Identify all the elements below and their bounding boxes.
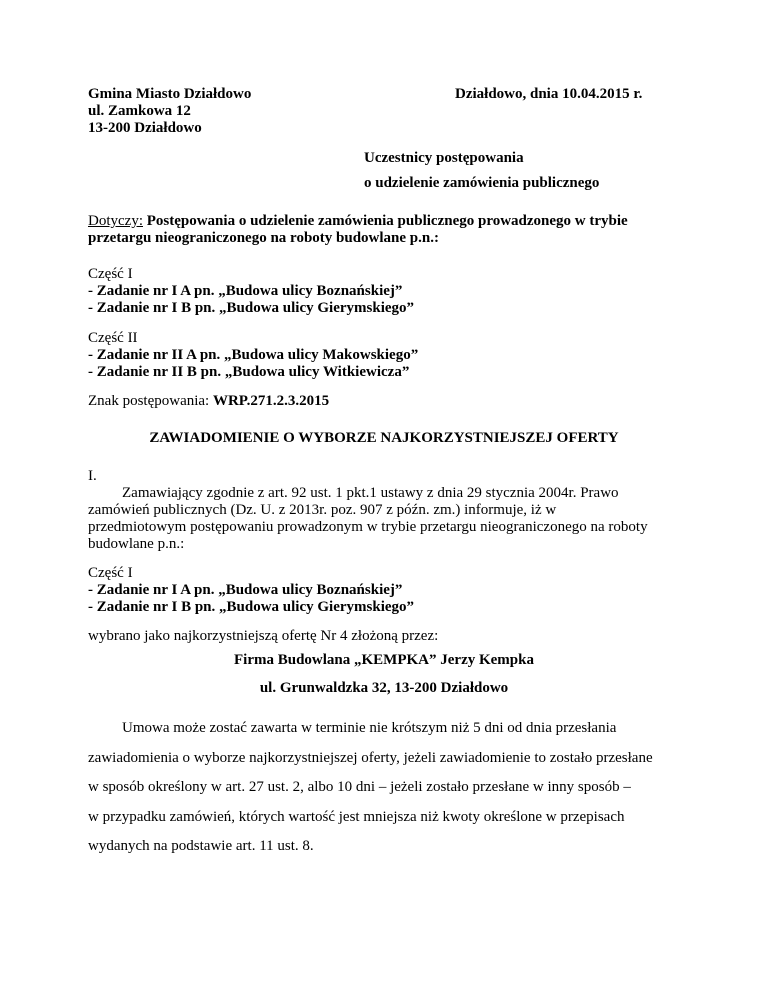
section-para-line-4: budowlane p.n.: xyxy=(88,536,185,552)
reference-value: WRP.271.2.3.2015 xyxy=(212,393,330,409)
section-para-line-1: Zamawiający zgodnie z art. 92 ust. 1 pkt.1 ustawy z dnia 29 stycznia 2004r. Prawo xyxy=(122,485,619,501)
section-part-title: Część I xyxy=(88,565,133,581)
subject-label: Dotyczy: xyxy=(88,213,143,229)
section-part-task-a: - Zadanie nr I A pn. „Budowa ulicy Boznańskiej” xyxy=(88,582,403,598)
notice-heading: ZAWIADOMIENIE O WYBORZE NAJKORZYSTNIEJSZEJ OFERTY xyxy=(149,430,619,446)
sender-block xyxy=(88,86,251,137)
section-part-task-b: - Zadanie nr I B pn. „Budowa ulicy Gierymskiego” xyxy=(88,599,415,615)
part-2-block xyxy=(88,330,418,381)
part-1-task-b: - Zadanie nr I B pn. „Budowa ulicy Gierymskiego” xyxy=(88,300,415,316)
winner-address: ul. Grunwaldzka 32, 13-200 Działdowo xyxy=(259,680,509,696)
closing-line-5: wydanych na podstawie art. 11 ust. 8. xyxy=(88,838,314,854)
section-number: I. xyxy=(88,468,97,484)
closing-line-3: w sposób określony w art. 27 ust. 2, albo 10 dni – jeżeli zostało przesłane w inny sposób – xyxy=(88,779,631,795)
place-date: Działdowo, dnia 10.04.2015 r. xyxy=(455,86,643,102)
section-paragraph xyxy=(88,485,648,553)
recipient-line-2: o udzielenie zamówienia publicznego xyxy=(364,175,600,191)
reference-number xyxy=(88,393,329,410)
recipient-line-1: Uczestnicy postępowania xyxy=(364,150,524,166)
sender-city: 13-200 Działdowo xyxy=(88,120,202,136)
subject-text-line-2: przetargu nieograniczonego na roboty budowlane p.n.: xyxy=(88,230,439,246)
part-2-task-a: - Zadanie nr II A pn. „Budowa ulicy Makowskiego” xyxy=(88,347,419,363)
winner-name: Firma Budowlana „KEMPKA” Jerzy Kempka xyxy=(234,652,534,668)
part-2-task-b: - Zadanie nr II B pn. „Budowa ulicy Witkiewicza” xyxy=(88,364,410,380)
sender-street: ul. Zamkowa 12 xyxy=(88,103,191,119)
section-para-line-3: przedmiotowym postępowaniu prowadzonym w trybie przetargu nieograniczonego na roboty xyxy=(88,519,648,535)
closing-line-2: zawiadomienia o wyborze najkorzystniejszej oferty, jeżeli zawiadomienie to zostało przesłane xyxy=(88,749,653,766)
part-1-task-a: - Zadanie nr I A pn. „Budowa ulicy Boznańskiej” xyxy=(88,283,403,299)
closing-line-4: w przypadku zamówień, których wartość jest mniejsza niż kwoty określone w przepisach xyxy=(88,808,625,825)
section-para-line-2: zamówień publicznych (Dz. U. z 2013r. poz. 907 z późn. zm.) informuje, iż w xyxy=(88,502,557,518)
closing-paragraph xyxy=(88,714,653,862)
chosen-offer-text: wybrano jako najkorzystniejszą ofertę Nr 4 złożoną przez: xyxy=(88,628,439,644)
reference-label: Znak postępowania: xyxy=(88,393,213,409)
closing-line-1: Umowa może zostać zawarta w terminie nie krótszym niż 5 dni od dnia przesłania xyxy=(122,720,617,736)
subject-text-line-1: Postępowania o udzielenie zamówienia publicznego prowadzonego w trybie xyxy=(142,213,628,229)
section-part-block xyxy=(88,565,414,616)
subject-block xyxy=(88,213,628,247)
sender-name: Gmina Miasto Działdowo xyxy=(88,86,252,102)
part-1-block xyxy=(88,266,414,317)
part-1-title: Część I xyxy=(88,266,133,282)
part-2-title: Część II xyxy=(88,330,138,346)
